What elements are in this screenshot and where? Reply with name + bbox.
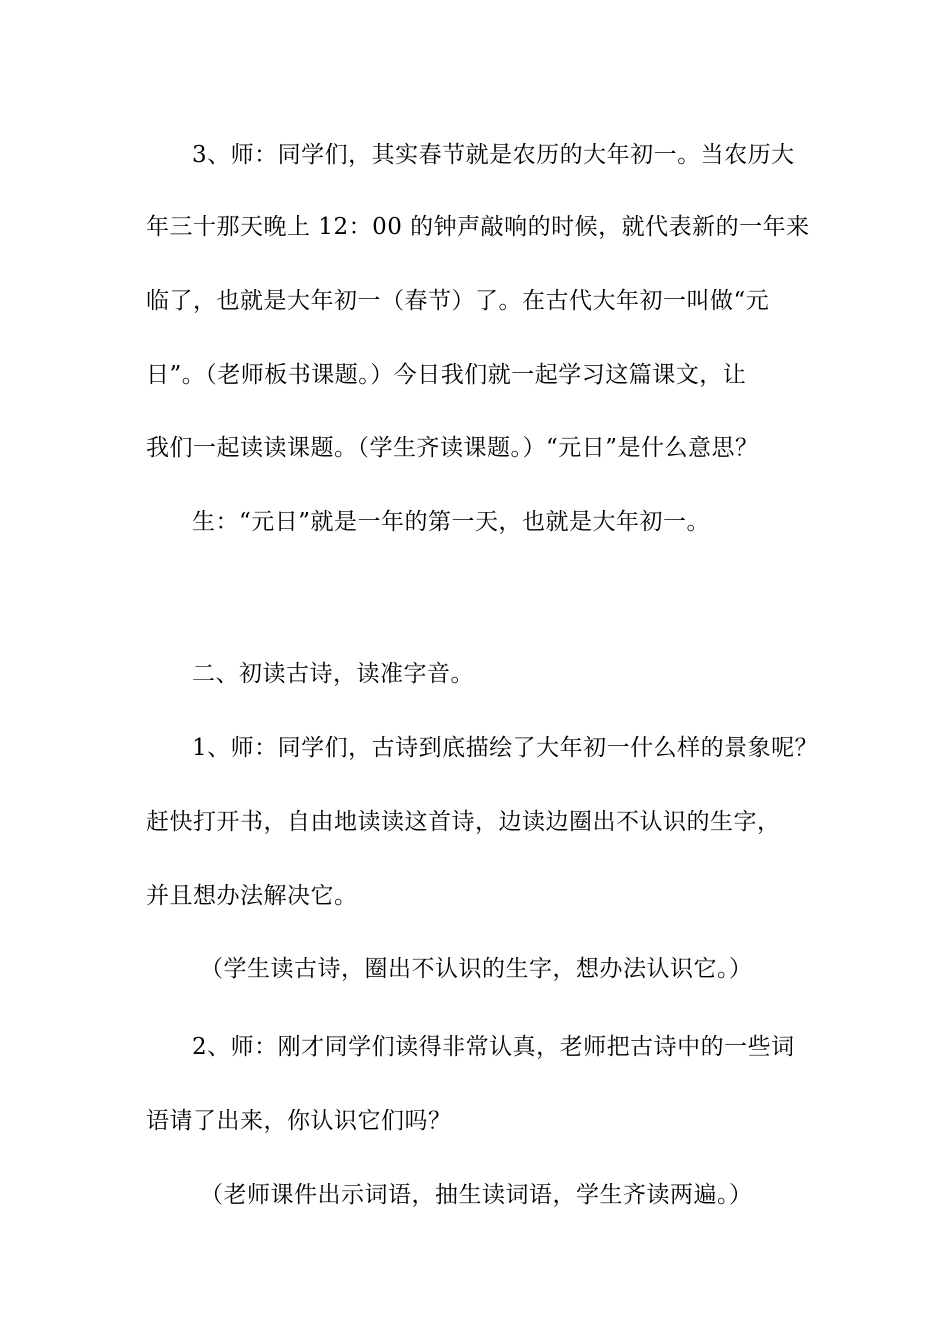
paragraph-3-line-5: 我们一起读读课题。（学生齐读课题。）“元日”是什么意思？: [146, 435, 759, 461]
paragraph-3-line-3: 临了，也就是大年初一（春节）了。在古代大年初一叫做“元: [146, 288, 770, 314]
paragraph-1-line-1: 1、师：同学们，古诗到底描绘了大年初一什么样的景象呢？: [192, 735, 819, 761]
paragraph-3-line-4: 日”。（老师板书课题。）今日我们就一起学习这篇课文，让: [146, 362, 747, 388]
paragraph-2-line-2: 语请了出来，你认识它们吗？: [146, 1108, 452, 1134]
student-answer-line: 生：“元日”就是一年的第一天，也就是大年初一。: [192, 509, 711, 535]
paragraph-1-line-3: 并且想办法解决它。: [146, 883, 358, 909]
section-heading: 二、初读古诗，读准字音。: [192, 661, 474, 687]
paragraph-1-line-2: 赶快打开书，自由地读读这首诗，边读边圈出不认识的生字，: [146, 809, 781, 835]
paragraph-2-line-1: 2、师：刚才同学们读得非常认真，老师把古诗中的一些词: [192, 1034, 795, 1060]
activity-note-2: （老师课件出示词语，抽生读词语，学生齐读两遍。）: [200, 1182, 753, 1208]
activity-note-1: （学生读古诗，圈出不认识的生字，想办法认识它。）: [200, 956, 753, 982]
paragraph-3-line-1: 3、师：同学们，其实春节就是农历的大年初一。当农历大: [192, 142, 795, 168]
paragraph-3-line-2: 年三十那天晚上 12：00 的钟声敲响的时候，就代表新的一年来: [146, 214, 810, 240]
